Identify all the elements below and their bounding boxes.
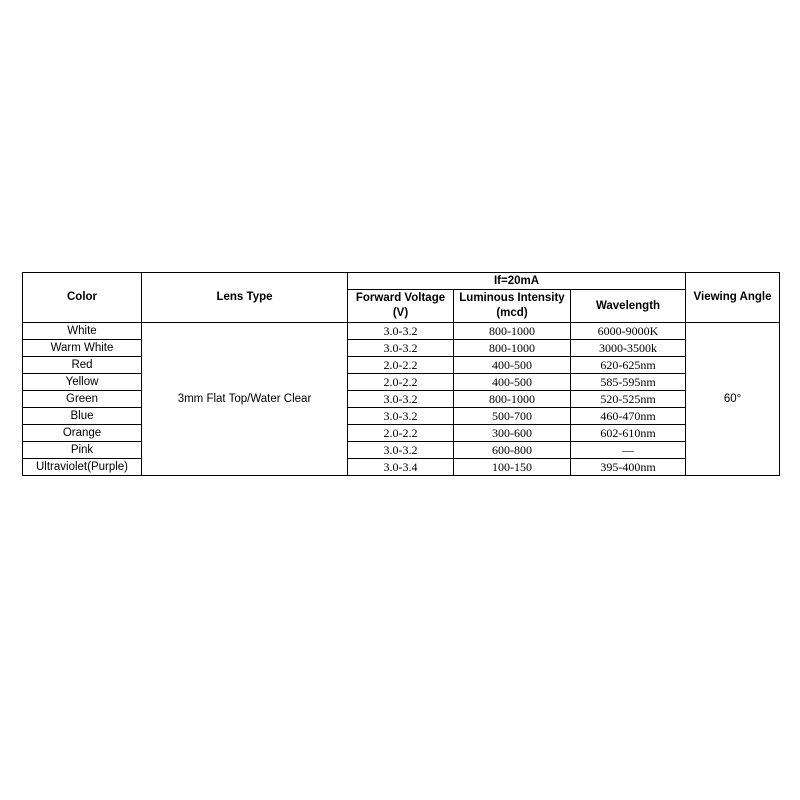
cell-lens-type: 3mm Flat Top/Water Clear	[142, 323, 348, 476]
cell-forward-voltage: 3.0-3.2	[348, 323, 454, 340]
cell-wavelength: 460-470nm	[571, 408, 686, 425]
table-row	[23, 459, 780, 476]
cell-luminous-intensity: 800-1000	[454, 323, 571, 340]
cell-color: Pink	[23, 442, 142, 459]
cell-color: Red	[23, 357, 142, 374]
header-row-top	[23, 273, 780, 290]
cell-luminous-intensity: 300-600	[454, 425, 571, 442]
cell-luminous-intensity: 600-800	[454, 442, 571, 459]
cell-color: White	[23, 323, 142, 340]
cell-wavelength: 6000-9000K	[571, 323, 686, 340]
header-viewing-angle: Viewing Angle	[686, 273, 780, 323]
cell-wavelength: —	[571, 442, 686, 459]
cell-luminous-intensity: 800-1000	[454, 391, 571, 408]
header-wavelength: Wavelength	[571, 290, 686, 323]
cell-color: Orange	[23, 425, 142, 442]
table-row	[23, 323, 780, 340]
cell-color: Yellow	[23, 374, 142, 391]
header-group-current: If=20mA	[348, 273, 686, 290]
cell-forward-voltage: 2.0-2.2	[348, 425, 454, 442]
header-luminous-intensity: Luminous Intensity (mcd)	[454, 290, 571, 323]
cell-luminous-intensity: 400-500	[454, 357, 571, 374]
header-color: Color	[23, 273, 142, 323]
cell-wavelength: 585-595nm	[571, 374, 686, 391]
cell-forward-voltage: 3.0-3.2	[348, 340, 454, 357]
cell-color: Warm White	[23, 340, 142, 357]
cell-forward-voltage: 3.0-3.2	[348, 408, 454, 425]
cell-wavelength: 520-525nm	[571, 391, 686, 408]
cell-luminous-intensity: 400-500	[454, 374, 571, 391]
cell-color: Blue	[23, 408, 142, 425]
cell-forward-voltage: 2.0-2.2	[348, 357, 454, 374]
cell-color: Ultraviolet(Purple)	[23, 459, 142, 476]
cell-color: Green	[23, 391, 142, 408]
cell-luminous-intensity: 100-150	[454, 459, 571, 476]
cell-viewing-angle: 60°	[686, 323, 780, 476]
cell-wavelength: 620-625nm	[571, 357, 686, 374]
table-row	[23, 374, 780, 391]
cell-luminous-intensity: 500-700	[454, 408, 571, 425]
cell-wavelength: 602-610nm	[571, 425, 686, 442]
cell-forward-voltage: 3.0-3.2	[348, 391, 454, 408]
cell-forward-voltage: 2.0-2.2	[348, 374, 454, 391]
table-row	[23, 391, 780, 408]
cell-forward-voltage: 3.0-3.4	[348, 459, 454, 476]
cell-wavelength: 395-400nm	[571, 459, 686, 476]
table-row	[23, 357, 780, 374]
table-row	[23, 442, 780, 459]
cell-wavelength: 3000-3500k	[571, 340, 686, 357]
table-row	[23, 340, 780, 357]
table-row	[23, 425, 780, 442]
header-lens-type: Lens Type	[142, 273, 348, 323]
led-spec-table	[22, 272, 780, 476]
header-forward-voltage: Forward Voltage (V)	[348, 290, 454, 323]
cell-forward-voltage: 3.0-3.2	[348, 442, 454, 459]
table-body	[23, 323, 780, 476]
table-row	[23, 408, 780, 425]
cell-luminous-intensity: 800-1000	[454, 340, 571, 357]
